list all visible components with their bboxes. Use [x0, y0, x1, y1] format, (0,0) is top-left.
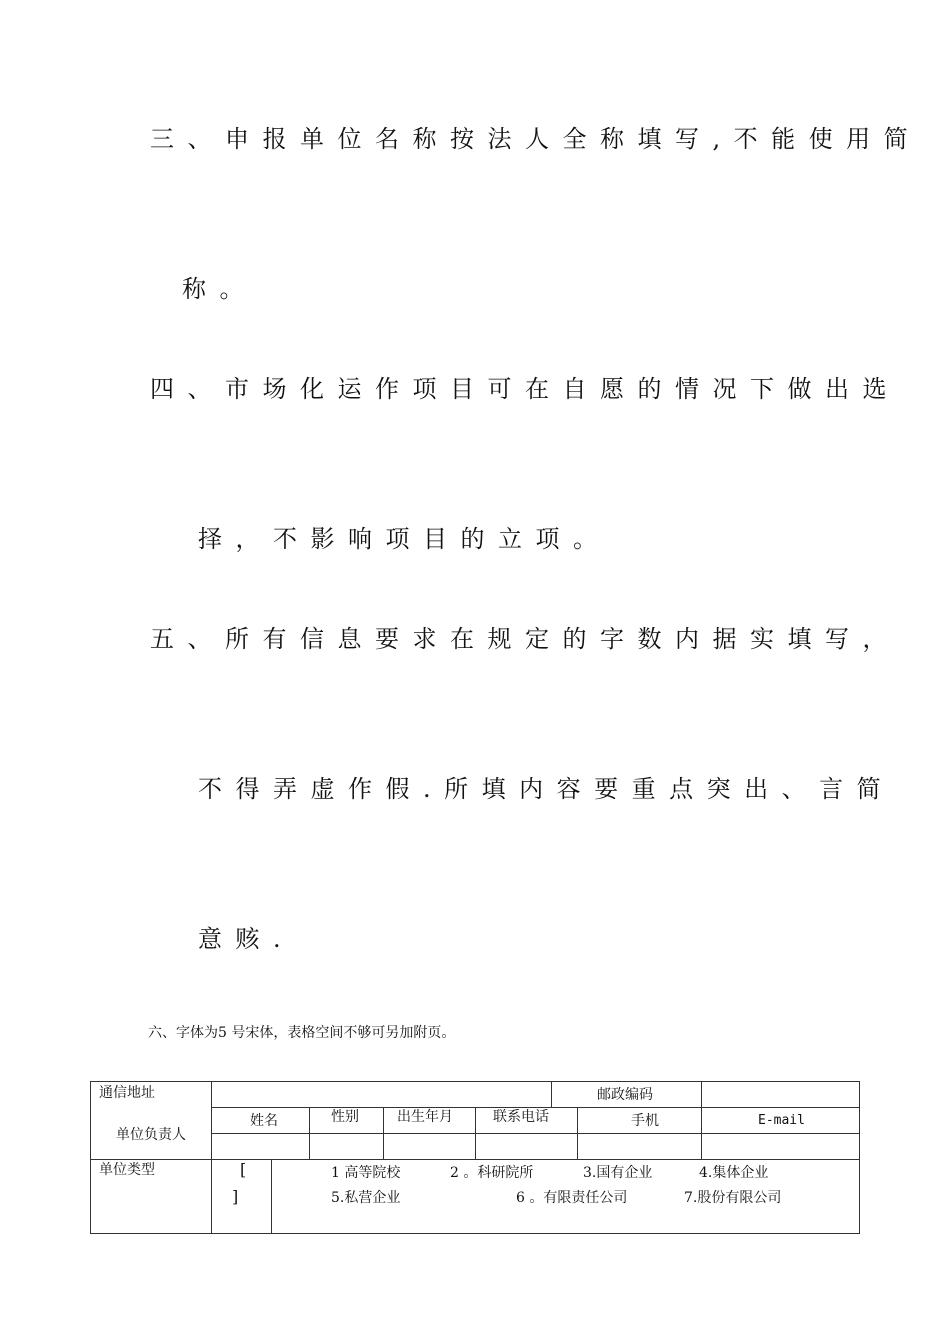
paragraph-3-line-2: 称。 [182, 275, 257, 303]
option-3: 3.国有企业 [583, 1165, 653, 1181]
unit-type-label: 单位类型 [99, 1162, 155, 1178]
option-6: 6 。有限责任公司 [516, 1190, 628, 1206]
paragraph-6: 六、字体为5 号宋体，表格空间不够可另加附页。 [148, 1025, 456, 1041]
option-1: 1 高等院校 [331, 1165, 401, 1181]
paragraph-5-line-2: 不得弄虚作假.所填内容要重点突出、言简 [198, 775, 895, 803]
paragraph-4-line-2: 择，不影响项目的立项。 [198, 525, 611, 553]
postcode-label: 邮政编码 [597, 1087, 653, 1103]
email-label: E-mail [758, 1113, 805, 1128]
paragraph-3-line-1: 三、申报单位名称按法人全称填写,不能使用简 [150, 125, 922, 153]
paragraph-4-line-1: 四、市场化运作项目可在自愿的情况下做出选 [150, 375, 900, 403]
bracket-open: [ [240, 1160, 247, 1179]
birth-date-label: 出生年月 [397, 1109, 453, 1125]
gender-label: 性别 [331, 1109, 359, 1125]
unit-leader-label: 单位负责人 [116, 1127, 186, 1143]
option-7: 7.股份有限公司 [684, 1190, 782, 1206]
mobile-label: 手机 [631, 1113, 659, 1129]
option-2: 2 。科研院所 [450, 1165, 534, 1181]
paragraph-5-line-1: 五、所有信息要求在规定的字数内据实填写， [150, 625, 900, 653]
phone-label: 联系电话 [493, 1109, 549, 1125]
paragraph-5-line-3: 意赅. [198, 925, 295, 953]
bracket-close: ] [232, 1187, 239, 1206]
option-4: 4.集体企业 [699, 1165, 769, 1181]
name-label: 姓名 [250, 1113, 278, 1129]
option-5: 5.私营企业 [331, 1190, 401, 1206]
address-label: 通信地址 [99, 1085, 155, 1101]
